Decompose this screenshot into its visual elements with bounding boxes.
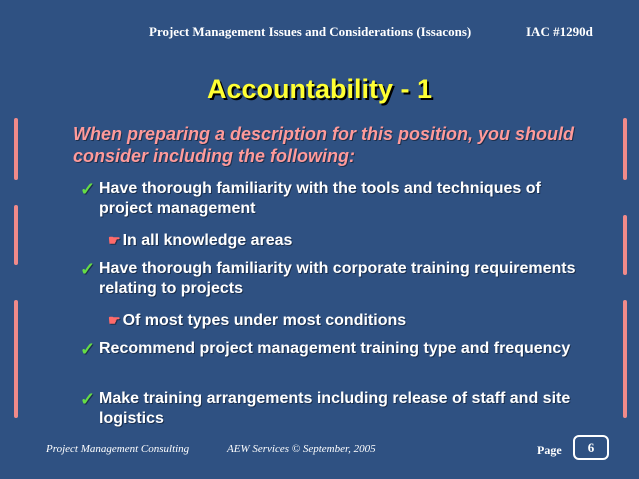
left-decor-bar-lower [14, 300, 18, 418]
bullet-item [80, 259, 580, 299]
right-decor-bar-top [623, 118, 627, 180]
pointing-hand-icon: ☛ [108, 232, 121, 248]
header-title: Project Management Issues and Considerations (Issacons) [149, 24, 472, 39]
bullet-item [80, 389, 580, 429]
bullet-item [80, 339, 580, 359]
bullet-text: Have thorough familiarity with the tools and techniques of project management [99, 180, 541, 217]
check-icon: ✓ [80, 339, 96, 359]
check-icon: ✓ [80, 389, 96, 409]
bullet-text: Recommend project management training type and frequency [99, 340, 571, 357]
check-icon: ✓ [80, 259, 96, 279]
check-icon: ✓ [80, 179, 96, 199]
intro-text: When preparing a description for this position, you should consider including the following: [73, 124, 575, 166]
left-decor-bar-bottom [14, 205, 18, 265]
page-number-box: 6 [573, 435, 609, 460]
footer-company: Project Management Consulting [46, 443, 190, 455]
bullet-text: Have thorough familiarity with corporate training requirements relating to projects [99, 260, 576, 297]
pointing-hand-icon: ☛ [108, 312, 121, 328]
slide-title: Accountability - 1 [206, 74, 433, 104]
bullet-text: Make training arrangements including release of staff and site logistics [99, 390, 571, 427]
right-decor-bar-bottom [623, 215, 627, 275]
footer-copyright: AEW Services © September, 2005 [227, 443, 376, 455]
bullet-item [80, 179, 580, 219]
sub-bullet-item [108, 310, 406, 331]
sub-bullet-item [108, 230, 292, 251]
right-decor-bar-lower [623, 300, 627, 418]
sub-bullet-text: Of most types under most conditions [122, 312, 407, 329]
footer-page-label: Page [537, 443, 562, 457]
sub-bullet-text: In all knowledge areas [122, 232, 293, 249]
left-decor-bar-top [14, 118, 18, 180]
header-code: IAC #1290d [526, 24, 593, 39]
